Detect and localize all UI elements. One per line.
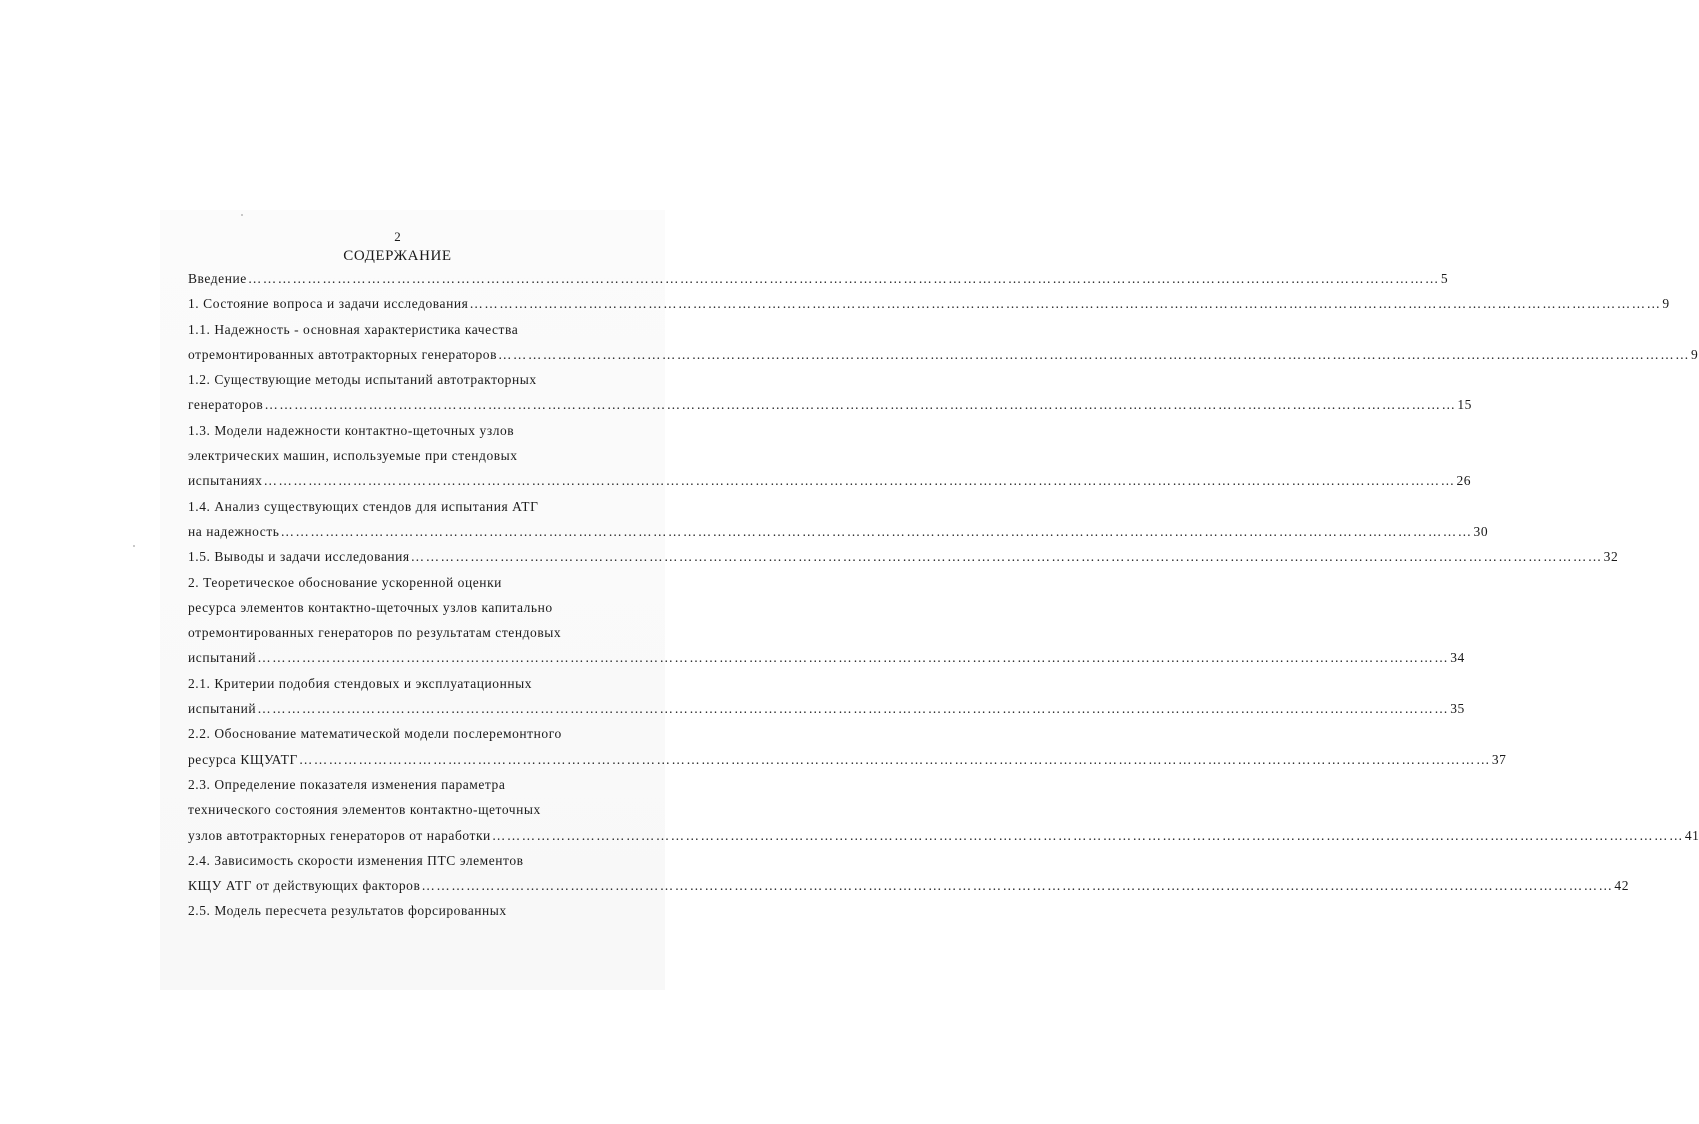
toc-entry: [188, 645, 1465, 670]
toc-entry: 1.3. Модели надежности контактно-щеточных узлов: [188, 422, 515, 438]
dot-leader: ……………………………………………………………………………………………………………………………………………………………………………………………………………………: [247, 271, 1440, 286]
toc-entry-text: КЩУ АТГ от действующих факторов: [188, 878, 421, 894]
dot-leader: ……………………………………………………………………………………………………………………………………………………………………………………………………………………: [257, 650, 1450, 666]
toc-entry: [188, 392, 1472, 417]
toc-entry-page: 37: [1491, 751, 1507, 767]
toc-entry: 2.3. Определение показателя изменения параметра: [188, 776, 506, 792]
toc-entry-text: Введение: [188, 271, 247, 286]
dot-leader: ……………………………………………………………………………………………………………………………………………………………………………………………………………………: [491, 827, 1684, 843]
toc-entry: 1.4. Анализ существующих стендов для испытания АТГ: [188, 498, 539, 514]
toc-entry: [188, 544, 1619, 569]
toc-entry: электрических машин, используемые при стендовых: [188, 448, 518, 464]
toc-entry-text: ресурса КЩУАТГ: [188, 751, 298, 767]
toc-entry: 2. Теоретическое обоснование ускоренной оценки: [188, 574, 502, 590]
dot-leader: ……………………………………………………………………………………………………………………………………………………………………………………………………………………: [264, 397, 1457, 413]
toc-entry-page: 15: [1457, 397, 1472, 413]
toc-entry: 1.2. Существующие методы испытаний автотракторных: [188, 372, 537, 388]
toc-entry: [188, 519, 1489, 544]
toc-entry-page: 30: [1473, 523, 1489, 539]
toc-entry: 1.1. Надежность - основная характеристика качества: [188, 321, 519, 337]
toc-entry-page: 9: [1662, 296, 1670, 312]
page-number: 2: [394, 229, 401, 244]
toc-entry-text: испытаний: [188, 701, 257, 717]
toc-entry-text: 1. Состояние вопроса и задачи исследования: [188, 296, 469, 312]
toc-entry: [188, 342, 1699, 367]
toc-entry-page: 32: [1603, 549, 1619, 565]
dot-leader: ……………………………………………………………………………………………………………………………………………………………………………………………………………………: [498, 346, 1691, 362]
dot-leader: ……………………………………………………………………………………………………………………………………………………………………………………………………………………: [410, 549, 1603, 565]
toc-entry: [188, 266, 1449, 291]
toc-entry-page: 9: [1691, 346, 1699, 362]
toc-entry: 2.1. Критерии подобия стендовых и эксплуатационных: [188, 675, 533, 691]
scan-speck: [133, 545, 135, 547]
toc-entry-page: 26: [1456, 473, 1472, 489]
toc-entry-page: 34: [1450, 650, 1465, 666]
toc-entry-text: на надежность: [188, 523, 280, 539]
dot-leader: ……………………………………………………………………………………………………………………………………………………………………………………………………………………: [421, 878, 1614, 894]
dot-leader: ……………………………………………………………………………………………………………………………………………………………………………………………………………………: [469, 296, 1662, 312]
toc-entry-page: 41: [1684, 827, 1699, 843]
table-of-contents: [188, 266, 1699, 924]
toc-entry: [188, 696, 1465, 721]
toc-entry-text: узлов автотракторных генераторов от наработки: [188, 827, 491, 843]
toc-entry-text: генераторов: [188, 397, 264, 413]
toc-entry: [188, 468, 1472, 493]
toc-entry: [188, 291, 1670, 316]
toc-entry: 2.2. Обоснование математической модели послеремонтного: [188, 726, 562, 742]
dot-leader: ……………………………………………………………………………………………………………………………………………………………………………………………………………………: [298, 751, 1491, 767]
toc-entry-page: 35: [1450, 701, 1465, 717]
toc-entry: [188, 823, 1699, 848]
scan-speck: [241, 214, 243, 216]
toc-entry-page: 42: [1614, 878, 1629, 894]
toc-entry: ресурса элементов контактно-щеточных узлов капитально: [188, 599, 553, 615]
toc-entry: [188, 747, 1507, 772]
toc-entry-text: 1.5. Выводы и задачи исследования: [188, 549, 410, 565]
toc-entry-text: испытаниях: [188, 473, 263, 489]
toc-entry: 2.4. Зависимость скорости изменения ПТС элементов: [188, 852, 524, 868]
toc-entry-text: отремонтированных автотракторных генераторов: [188, 346, 498, 362]
dot-leader: ……………………………………………………………………………………………………………………………………………………………………………………………………………………: [257, 701, 1450, 717]
dot-leader: ……………………………………………………………………………………………………………………………………………………………………………………………………………………: [263, 473, 1456, 489]
toc-entry: [188, 873, 1629, 898]
toc-entry: технического состояния элементов контактно-щеточных: [188, 802, 541, 818]
toc-entry-page: 5: [1440, 271, 1449, 286]
toc-entry: 2.5. Модель пересчета результатов форсированных: [188, 903, 507, 919]
toc-entry: отремонтированных генераторов по результатам стендовых: [188, 625, 562, 641]
dot-leader: ……………………………………………………………………………………………………………………………………………………………………………………………………………………: [280, 523, 1473, 539]
toc-title: СОДЕРЖАНИЕ: [343, 248, 452, 264]
toc-entry-text: испытаний: [188, 650, 257, 666]
